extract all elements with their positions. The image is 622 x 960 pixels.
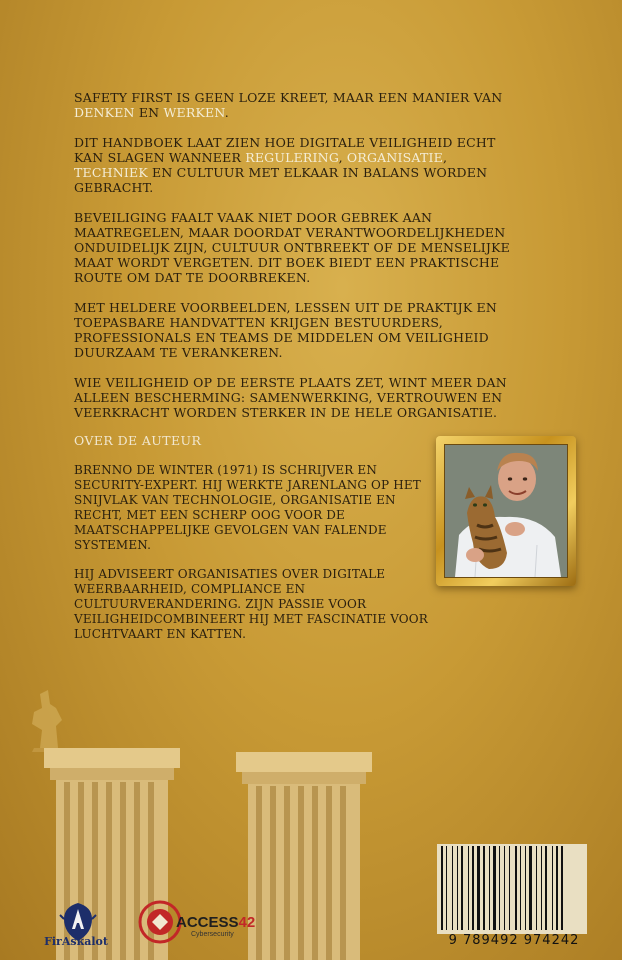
highlight-techniek: TECHNIEK [74,165,148,180]
access42-name: ACCESS [176,914,239,931]
blurb-paragraph-4: MET HELDERE VOORBEELDEN, LESSEN UIT DE PRAKTIJK EN TOEPASBARE HANDVATTEN KRIJGEN BESTUURDERS, PROFESSIONALS EN TEAMS DE MIDDELEN OM VEILIGHEID DUURZAAM TE VERANKEREN. [74,300,498,360]
blurb-text: , [338,150,347,165]
blurb-text: , [442,150,448,165]
blurb-paragraph-1 [74,90,514,120]
blurb-text: DIT HANDBOEK LAAT ZIEN HOE DIGITALE VEILIGHEID ECHT KAN SLAGEN WANNEER [74,135,496,165]
isbn-number: 9 789492 974242 [448,933,580,948]
highlight-werken: WERKEN [163,105,225,120]
statue-decoration [26,690,68,752]
blurb-text: EN CULTUUR MET ELKAAR IN BALANS WORDEN GEBRACHT. [74,165,488,195]
access42-logo-text [176,914,255,931]
author-photo [444,444,568,578]
blurb-text: . [224,105,229,120]
author-heading: OVER DE AUTEUR [74,433,202,448]
author-bio-paragraph-2: HIJ ADVISEERT ORGANISATIES OVER DIGITALE WEERBAARHEID, COMPLIANCE EN CULTUURVERANDERING. ZIJN PASSIE VOOR VEILIGHEIDCOMBINEERT HIJ MET FASCINATIE VOOR LUCHTVAART EN KATTEN. [74,567,428,641]
author-bio [74,463,434,656]
barcode [437,844,587,934]
highlight-regulering: REGULERING [245,150,339,165]
blurb-text: EN [134,105,164,120]
blurb-paragraph-5: WIE VEILIGHEID OP DE EERSTE PLAATS ZET, WINT MEER DAN ALLEEN BESCHERMING: SAMENWERKING, VERTROUWEN EN VEERKRACHT WORDEN STERKER IN DE HELE ORGANISATIE. [74,375,507,420]
highlight-organisatie: ORGANISATIE [346,150,443,165]
author-bio-paragraph-1: BRENNO DE WINTER (1971) IS SCHRIJVER EN SECURITY-EXPERT. HIJ WERKTE JARENLANG OP HET SNIJVLAK VAN TECHNOLOGIE, ORGANISATIE EN RECHT, MET EEN SCHERP OOG VOOR DE MAATSCHAPPELIJKE GEVOLGEN VAN FALENDE SYSTEMEN. [74,463,421,552]
author-with-cat-illustration [445,445,567,577]
author-photo-frame [436,436,576,586]
blurb-paragraph-3: BEVEILIGING FAALT VAAK NIET DOOR GEBREK AAN MAATREGELEN, MAAR DOORDAT VERANTWOORDELIJKHEDEN ONDUIDELIJK ZIJN, CULTUUR ONTBREEKT OF DE MENSELIJKE MAAT WORDT VERGETEN. DIT BOEK BIEDT EEN PRAKTISCHE ROUTE OM DAT TE DOORBREKEN. [74,210,510,285]
pillar-right [236,752,372,960]
access42-number: 42 [238,914,256,931]
access42-tagline: Cybersecurity [191,931,234,938]
blurb-paragraph-2 [74,135,514,195]
blurb [74,90,514,435]
highlight-denken: DENKEN [74,105,135,120]
firaskalot-logo-text: FirAskalot [44,935,108,948]
blurb-text: SAFETY FIRST IS GEEN LOZE KREET, MAAR EEN MANIER VAN [74,90,503,105]
